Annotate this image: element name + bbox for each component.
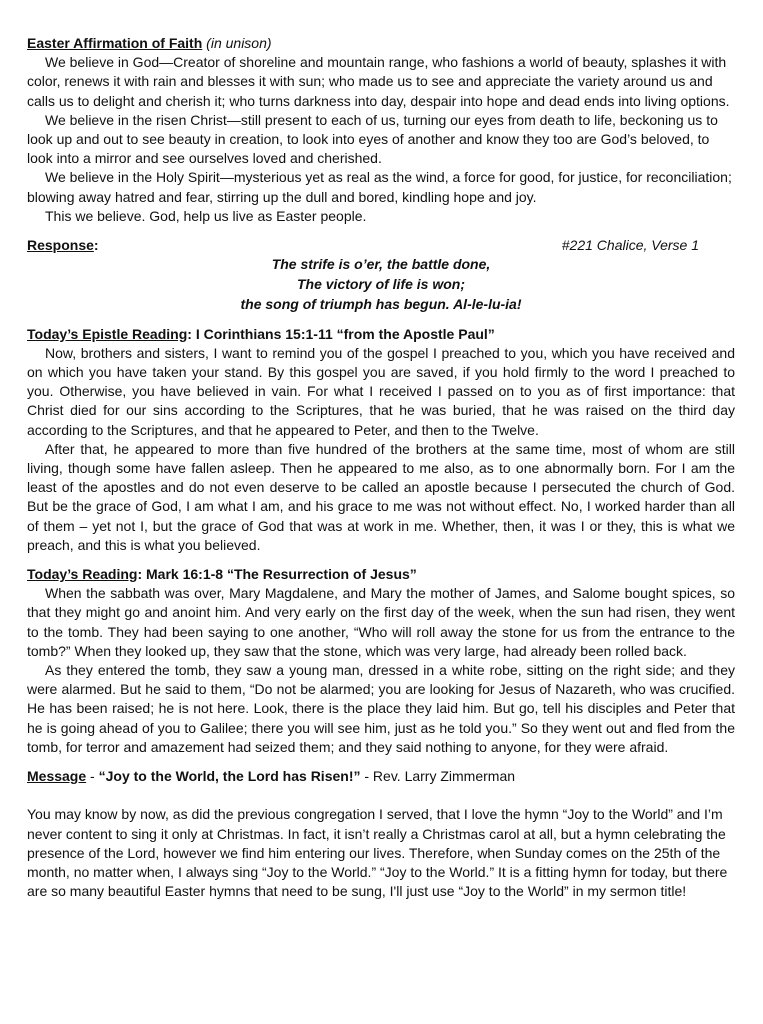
affirmation-paragraph: We believe in God—Creator of shoreline and mountain range, who fashions a world of beauty, splashes it with color, renews it with rain and blesses it with sun; who made us to see and appreciate the variety around us and calls us to delight and cherish it; who turns darkness into day, despair into hope and dead ends into living options. [27,54,730,109]
hymn-reference: #221 Chalice, Verse 1 [561,237,699,254]
epistle-heading [27,325,735,344]
epistle-paragraph: Now, brothers and sisters, I want to remind you of the gospel I preached to you, which you have received and on which you have taken your stand. By this gospel you are saved, if you hold firmly to the word I preached to you. Otherwise, you have believed in vain. For what I received I passed on to you as of first importance: that Christ died for our sins according to the Scriptures, that he was buried, that he was raised on the third day according to the Scriptures, and that he appeared to Peter, and then to the Twelve. [27,344,735,438]
message-dash: - [86,768,99,785]
message-section [27,767,735,901]
message-author: - Rev. Larry Zimmerman [360,768,516,785]
reading-heading [27,565,735,584]
message-heading [27,767,735,786]
reading-paragraph: As they entered the tomb, they saw a young man, dressed in a white robe, sitting on the right side; and they were alarmed. But he said to them, “Do not be alarmed; you are looking for Jesus of Nazareth, who was crucified. He has been raised; he is not here. Look, there is the place they laid him. But go, tell his disciples and Peter that he is going ahead of you to Galilee; there you will see him, just as he told you.” So they went out and fled from the tomb, for terror and amazement had seized them; and they said nothing to anyone, for they were afraid. [27,662,735,755]
reading-reference: : Mark 16:1-8 “The Resurrection of Jesus” [137,566,417,583]
affirmation-paragraph: This we believe. God, help us live as Easter people. [45,207,367,224]
affirmation-heading [27,34,735,53]
lyric-line: the song of triumph has begun. Al-le-lu-ia! [240,295,522,312]
response-label: Response [27,237,94,254]
message-label: Message [27,768,87,785]
response-section [27,236,735,315]
response-heading-row [27,236,735,255]
epistle-label: Today’s Epistle Reading [27,325,188,342]
response-colon: : [93,237,99,254]
reading-label: Today’s Reading [27,566,138,583]
reading-section [27,565,735,757]
epistle-paragraph: After that, he appeared to more than five hundred of the brothers at the same time, most of whom are still living, though some have fallen asleep. Then he appeared to me also, as to one abnormally born. For I am the least of the apostles and do not even deserve to be called an apostle because I persecuted the church of God. But be the grace of God, I am what I am, and his grace to me was not without effect. No, I worked harder than all of them – yet not I, but the grace of God that was at work in me. Whether, then, it was I or they, this is what we preach, and this is what you believed. [27,440,735,553]
affirmation-paragraph: We believe in the Holy Spirit—mysterious yet as real as the wind, a force for good, for justice, for reconciliation; blowing away hatred and fear, stirring up the dull and bored, kindling hope and joy. [27,169,732,205]
message-title: “Joy to the World, the Lord has Risen!” [98,768,361,785]
affirmation-section [27,34,735,226]
message-body: You may know by now, as did the previous congregation I served, that I love the hymn “Joy to the World” and I’m never content to sing it only at Christmas. In fact, it isn’t really a Christmas carol at all, but a hymn celebrating the presence of the Lord, however we find him entering our lives. Therefore, when Sunday comes on the 25th of the month, no matter when, I always sing “Joy to the World.” “Joy to the World.” It is a fitting hymn for today, but there are so many beautiful Easter hymns that need to be sung, I'll just use “Joy to the World” in my sermon title! [27,806,728,900]
reading-paragraph: When the sabbath was over, Mary Magdalene, and Mary the mother of James, and Salome bought spices, so that they might go and anoint him. And very early on the first day of the week, when the sun had risen, they went to the tomb. They had been saying to one another, “Who will roll away the stone for us from the entrance to the tomb?” When they looked up, they saw that the stone, which was very large, had already been rolled back. [27,585,735,659]
lyric-line: The victory of life is won; [296,276,466,293]
hymn-lyrics [27,255,735,314]
epistle-section [27,325,735,555]
lyric-line: The strife is o’er, the battle done, [271,256,491,273]
epistle-reference: : I Corinthians 15:1-11 “from the Apostle Paul” [187,325,495,342]
affirmation-paragraph: We believe in the risen Christ—still present to each of us, turning our eyes from death to life, beckoning us to look up and out to see beauty in creation, to look into eyes of another and know they too are God’s beloved, to look into a mirror and see ourselves loved and cherished. [27,111,718,167]
affirmation-note: (in unison) [206,35,272,51]
affirmation-title: Easter Affirmation of Faith [27,35,203,51]
response-heading [27,236,99,255]
